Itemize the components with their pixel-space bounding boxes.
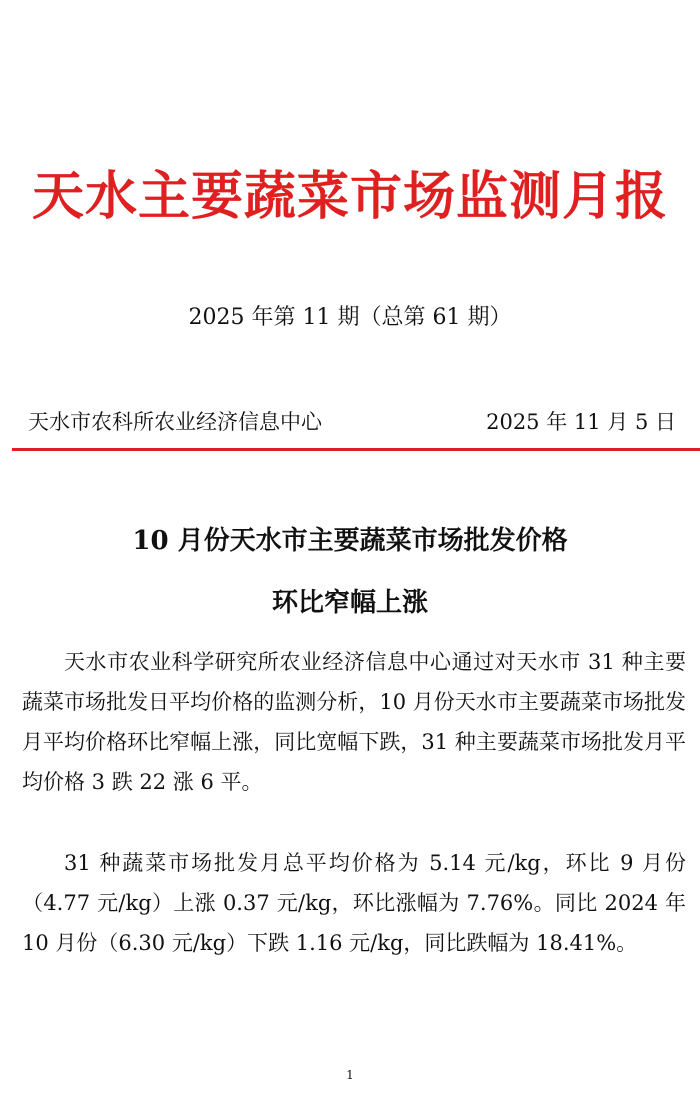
article-title-line-1: 10 月份天水市主要蔬菜市场批发价格 [132,526,568,556]
publisher-line [28,402,676,440]
publish-date: 2025 年 11 月 5 日 [486,410,676,434]
masthead-title: 天水主要蔬菜市场监测月报 [31,166,668,227]
publisher-organization: 天水市农科所农业经济信息中心 [28,410,322,434]
red-divider-rule [12,448,700,451]
body-paragraph-1: 天水市农业科学研究所农业经济信息中心通过对天水市 31 种主要蔬菜市场批发日平均价格的监测分析，10 月份天水市主要蔬菜市场批发月平均价格环比窄幅上涨，同比宽幅下跌，31 种主要蔬菜市场批发月平均价格 3 跌 22 涨 6 平。 [22,650,686,794]
article-title [0,510,700,634]
article-title-line-2: 环比窄幅上涨 [271,588,428,618]
issue-number: 2025 年第 11 期（总第 61 期） [188,305,512,330]
page-number: 1 [346,1068,354,1082]
body-paragraph-2: 31 种蔬菜市场批发月总平均价格为 5.14 元/kg，环比 9 月份（4.77 元/kg）上涨 0.37 元/kg，环比涨幅为 7.76%。同比 2024 年 10 月份（6.30 元/kg）下跌 1.16 元/kg，同比跌幅为 18.41%。 [22,851,686,955]
